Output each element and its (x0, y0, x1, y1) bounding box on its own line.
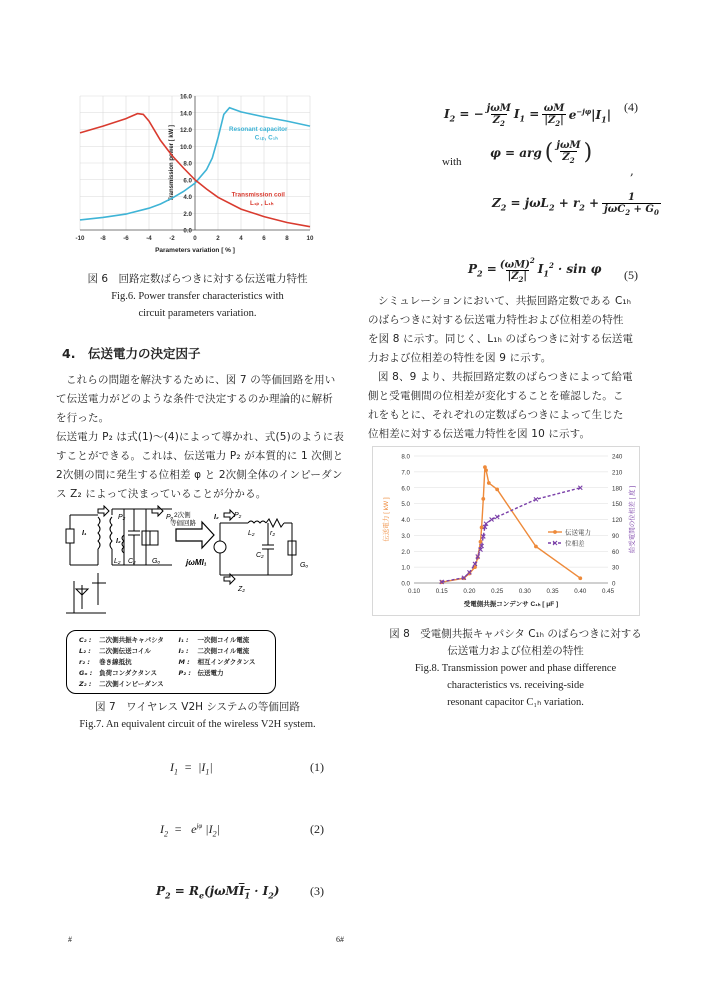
legend-symbol: I₁ : (178, 636, 189, 644)
y-tick-label: 4.0 (401, 517, 410, 524)
y-tick-label: 7.0 (401, 469, 410, 477)
y-tick-label: 0.0 (401, 580, 410, 588)
label-r2: r₂ (270, 530, 276, 537)
series-label: Resonant capacitor (229, 126, 288, 134)
data-point (495, 487, 499, 491)
label-go-right: Gₒ (300, 562, 309, 569)
legend-symbol: I₂ : (178, 647, 189, 655)
legend-symbol: P₂ : (178, 669, 191, 677)
body-line: 側と受電側間の位相差が変化することを確認した。こ (368, 390, 624, 402)
body-line: ス Z₂ によって決まっていることが分かる。 (56, 488, 267, 500)
legend-row (77, 646, 267, 657)
y2-tick-label: 180 (612, 485, 623, 493)
legend-desc: 伝送電力 (197, 669, 224, 677)
eq3-number: (3) (310, 884, 324, 898)
x-tick-label: 0.25 (491, 588, 504, 595)
y2-tick-label: 150 (612, 501, 623, 509)
with-label: with (442, 156, 462, 168)
x-tick-label: -2 (169, 235, 175, 242)
series-label: Transmission coil (231, 191, 285, 199)
legend-symbol: C₂ : (79, 636, 92, 644)
legend-label: 伝送電力 (565, 529, 591, 537)
y-axis-label: Transmission power [ kW ] (169, 124, 175, 202)
fig8-caption-en-3: resonant capacitor C₁ₕ variation. (447, 697, 584, 708)
fig6-caption-en-2: circuit parameters variation. (138, 308, 257, 319)
y-tick-label: 8.0 (401, 453, 410, 461)
y2-tick-label: 210 (612, 469, 623, 477)
x-tick-label: 0.10 (407, 588, 421, 595)
eq2-number: (2) (310, 822, 324, 836)
primary-capacitor (66, 529, 74, 543)
equation-5: $P_2$ = $\frac{(\omega M)^2}{|Z_2|}$ $I_1^2 \cdot \sin \varphi$ (468, 256, 602, 285)
body-line: これらの問題を解決するために、図 7 の等価回路を用い (66, 374, 336, 386)
legend-symbol: Gₒ : (79, 669, 93, 677)
legend-symbol: M : (178, 658, 190, 666)
fig6-chart (60, 88, 330, 258)
series-line (442, 467, 581, 582)
comma: , (630, 164, 634, 178)
label-conv2: 等価回路 (170, 520, 196, 527)
legend-desc: 二次側インピーダンス (99, 680, 164, 688)
label-c2-right: C₂ (256, 552, 264, 559)
x-tick-label: 0 (193, 235, 197, 242)
legend-desc: 一次側コイル電流 (197, 636, 250, 644)
label-po: Pₒ (166, 514, 174, 521)
legend-table (77, 635, 267, 690)
x-tick-label: 0.20 (463, 588, 476, 595)
legend-row (77, 668, 267, 679)
fig6-caption-jp: 図 6 回路定数ばらつきに対する伝送電力特性 (87, 273, 308, 285)
series-label: L₁ₚ , L₁ₕ (249, 199, 274, 207)
y-tick-label: 0.0 (183, 227, 192, 235)
body-line: すことができる。これは、伝送電力 P₂ が本質的に 1 次側と (56, 450, 344, 462)
body-line: 2次側の間に発生する位相差 φ と 2次側全体のインピーダン (56, 469, 343, 481)
legend-desc: 二次側コイル電流 (197, 647, 250, 655)
label-jwm: jωMI₁ (186, 558, 207, 567)
x-tick-label: 2 (216, 235, 220, 242)
y2-tick-label: 90 (612, 532, 619, 540)
fig8-caption-jp-1: 図 8 受電側共振キャパシタ C₁ₕ のばらつきに対する (389, 628, 642, 640)
y2-tick-label: 60 (612, 548, 619, 556)
y-tick-label: 6.0 (401, 485, 410, 493)
data-point (578, 576, 582, 580)
label-p2: P₂ (118, 514, 126, 521)
fig7-circuit (62, 505, 342, 625)
fig6-caption-en-1: Fig.6. Power transfer characteristics with (111, 291, 284, 302)
data-point (487, 481, 491, 485)
eq4-number: (4) (624, 100, 638, 114)
fig7-caption-jp: 図 7 ワイヤレス V2H システムの等価回路 (95, 701, 300, 713)
footer-left: # (68, 935, 72, 944)
legend-symbol (176, 679, 195, 690)
legend-row (77, 657, 267, 668)
y-tick-label: 5.0 (401, 501, 410, 509)
y-tick-label: 14.0 (179, 110, 192, 118)
y-tick-label: 6.0 (183, 177, 192, 185)
body-line: れをもとに、それぞれの定数ばらつきによって生じた (368, 409, 624, 421)
label-i2-right: I₂ (214, 514, 219, 521)
equation-1: $I_1 = |I_1|$ (170, 760, 213, 777)
equation-4: $I_2$ = − jωM $Z_2$ $I_1$ = $\frac{\omega M}{|Z_2|}$ $e^{-j\varphi}|I_1|$ (444, 103, 612, 128)
y-tick-label: 8.0 (183, 160, 192, 168)
fig7-caption-en: Fig.7. An equivalent circuit of the wireless V2H system. (79, 719, 316, 730)
section-heading: 4. 伝送電力の決定因子 (62, 346, 201, 361)
equation-3: $P_2 = R_e(j\omega MI_1 \cdot I_2)$ (156, 884, 280, 901)
equation-z2: $Z_2 = j\omega L_2 + r_2$ + 1 $j\omega C_2 + G_0$ (492, 192, 659, 217)
y-tick-label: 2.0 (401, 548, 410, 556)
label-l2-right: L₂ (248, 530, 255, 537)
x-tick-label: 0.40 (574, 588, 587, 595)
legend-desc: 巻き線抵抗 (99, 658, 132, 666)
body-line: て伝送電力がどのような条件で決定するのか理論的に解析 (56, 393, 333, 405)
body-line: を行った。 (56, 412, 110, 424)
body-line: 力および位相差の特性を図 9 に示す。 (368, 352, 552, 364)
fig8-caption-en-2: characteristics vs. receiving-side (447, 680, 584, 691)
y2-axis-label: 給受電間の位相差 [ 度 ] (629, 485, 636, 554)
label-c2: C₂ (128, 558, 136, 565)
body-line: を図 8 に示す。同じく、L₁ₕ のばらつきに対する伝送電 (368, 333, 634, 345)
x-tick-label: 8 (285, 235, 289, 242)
equation-2: $I_2 = e^{j\varphi}$ $|I_2|$ (160, 822, 220, 839)
body-line: シミュレーションにおいて、共振回路定数である C₁ₕ (378, 295, 632, 307)
data-point (484, 468, 488, 472)
legend-desc: 二次側伝送コイル (99, 647, 151, 655)
y-tick-label: 3.0 (401, 532, 410, 540)
label-go: Gₒ (152, 558, 161, 565)
legend-desc (195, 679, 267, 690)
primary-coil (98, 517, 100, 549)
label-l2: L₂ (114, 558, 121, 565)
x-tick-label: -6 (123, 235, 129, 242)
x-tick-label: 0.45 (601, 588, 615, 595)
legend-desc: 二次側共振キャパシタ (99, 636, 164, 644)
section-body (56, 371, 346, 504)
legend-symbol: Z₂ : (79, 680, 92, 688)
footer-page-number: 6# (336, 935, 344, 944)
y-tick-label: 10.0 (179, 143, 192, 151)
y-tick-label: 1.0 (401, 564, 410, 572)
y-tick-label: 4.0 (183, 194, 192, 201)
legend-label: 位相差 (565, 540, 585, 548)
x-tick-label: 10 (306, 235, 314, 242)
x-tick-label: -8 (100, 235, 106, 242)
label-conv1: 2次側 (174, 512, 191, 519)
y-axis-label: 伝送電力 [ kW ] (383, 497, 390, 542)
series-line (442, 488, 581, 582)
right-body (368, 292, 658, 444)
legend-symbol: r₂ : (79, 658, 90, 666)
body-line: のばらつきに対する伝送電力特性および位相差の特性 (368, 314, 624, 326)
y2-tick-label: 0 (612, 580, 616, 588)
x-tick-label: 0.30 (518, 588, 531, 595)
x-tick-label: 0.15 (435, 588, 448, 595)
series-label: C₁ₚ, C₁ₕ (254, 134, 278, 142)
x-tick-label: 0.35 (546, 588, 559, 595)
legend-desc: 負荷コンダクタンス (99, 669, 157, 677)
x-axis-label: 受電側共振コンデンサ C₁ₕ [ μF ] (463, 601, 559, 608)
y-tick-label: 2.0 (183, 210, 192, 218)
voltage-source-symbol (214, 541, 226, 553)
secondary-coil (110, 517, 112, 549)
y2-tick-label: 30 (612, 564, 619, 572)
legend-row (77, 635, 267, 646)
fig8-caption-jp-2: 伝送電力および位相差の特性 (447, 645, 584, 657)
eq1-number: (1) (310, 760, 324, 774)
equation-phi: φ = arg ( jωM $Z_2$ ) (490, 140, 593, 165)
y2-tick-label: 240 (612, 453, 623, 461)
legend-marker (553, 530, 557, 534)
x-axis-label: Parameters variation [ % ] (155, 247, 235, 254)
fig8-chart (372, 446, 640, 616)
label-i1: I₁ (82, 530, 87, 537)
y-tick-label: 12.0 (179, 127, 192, 134)
fig8-caption-en-1: Fig.8. Transmission power and phase difference (414, 663, 617, 674)
data-point (534, 545, 538, 549)
data-point (481, 497, 485, 501)
x-tick-label: 6 (262, 235, 266, 242)
body-line: 伝送電力 P₂ は式(1)～(4)によって導かれ、式(5)のように表 (56, 431, 345, 443)
legend-desc: 相互インダクタンス (197, 658, 256, 666)
x-tick-label: 4 (239, 235, 243, 242)
label-p2-right: P₂ (234, 512, 242, 519)
legend-row (77, 679, 267, 690)
y-tick-label: 16.0 (179, 93, 192, 101)
label-i2: I₂ (116, 538, 121, 545)
y2-tick-label: 120 (612, 517, 623, 524)
body-line: 位相差に対する伝送電力特性を図 10 に示す。 (368, 428, 591, 440)
body-line: 図 8、9 より、共振回路定数のばらつきによって給電 (378, 371, 633, 383)
x-tick-label: -10 (75, 235, 85, 242)
fig7-legend (66, 630, 276, 694)
label-z2: Z₂ (238, 586, 245, 593)
eq5-number: (5) (624, 268, 638, 282)
legend-symbol: L₂ : (79, 647, 91, 655)
x-tick-label: -4 (146, 235, 152, 242)
